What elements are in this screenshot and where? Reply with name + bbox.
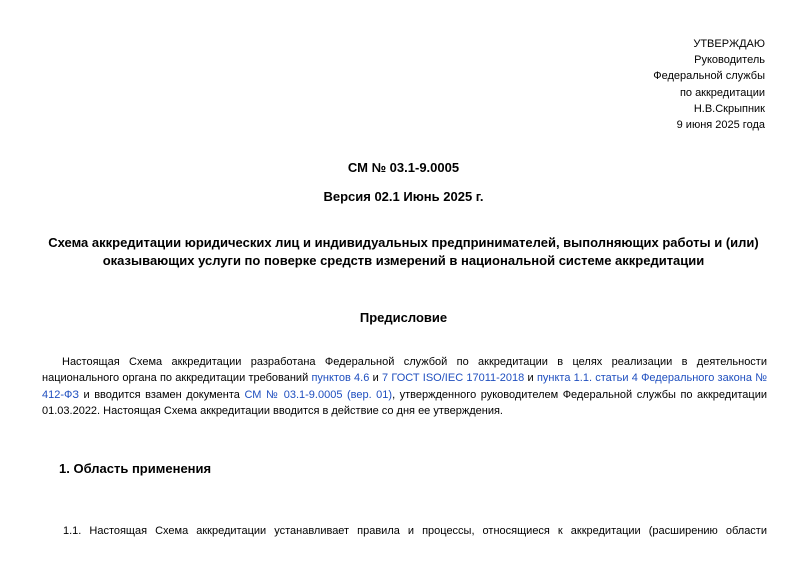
preface-text-1: Настоящая Схема аккредитации разработана Федеральной службой по аккредитации в целях реализации в деятельности национального органа по аккредитации требований: [42, 356, 767, 385]
approval-line-approve: УТВЕРЖДАЮ: [693, 38, 765, 50]
link-gost-17011[interactable]: 7 ГОСТ ISO/IEC 17011-2018: [382, 372, 525, 385]
document-version: Версия 02.1 Июнь 2025 г.: [323, 189, 484, 204]
approval-line-position: Руководитель: [694, 54, 765, 67]
preface-paragraph: [42, 354, 767, 419]
scheme-title: Схема аккредитации юридических лиц и индивидуальных предпринимателей, выполняющих работы и (или) оказывающих услуги по поверке средств измерений в национальной системе аккредитации: [48, 235, 759, 268]
approval-line-organization-cont: по аккредитации: [679, 86, 765, 99]
approval-line-signatory: Н.В.Скрыпник: [693, 102, 765, 115]
approval-line-date: 9 июня 2025 года: [676, 119, 765, 132]
link-federal-law-412[interactable]: пункта 1.1. статьи 4 Федерального закона № 412-ФЗ: [42, 372, 768, 401]
preface-text-5: , утвержденного руководителем Федеральной службы по аккредитации 01.03.2022. Настоящая Схема аккредитации вводится в действие со дня ее утверждения.: [42, 388, 767, 417]
preface-text-3: и: [524, 372, 537, 385]
preface-heading: Предисловие: [359, 310, 448, 325]
link-clauses-4-6[interactable]: пунктов 4.6: [311, 372, 370, 385]
document-number: СМ № 03.1-9.0005: [347, 160, 460, 175]
clause-1-1: 1.1. Настоящая Схема аккредитации устанавливает правила и процессы, относящиеся к аккредитации (расширению области: [63, 525, 767, 537]
preface-text-2: и: [369, 372, 382, 385]
preface-text-4: и вводится взамен документа: [79, 388, 245, 401]
link-previous-version[interactable]: СМ № 03.1-9.0005 (вер. 01): [244, 388, 393, 401]
approval-line-organization: Федеральной службы: [653, 70, 765, 83]
approval-block: [653, 36, 765, 133]
section-1-heading: 1. Область применения: [59, 461, 212, 476]
